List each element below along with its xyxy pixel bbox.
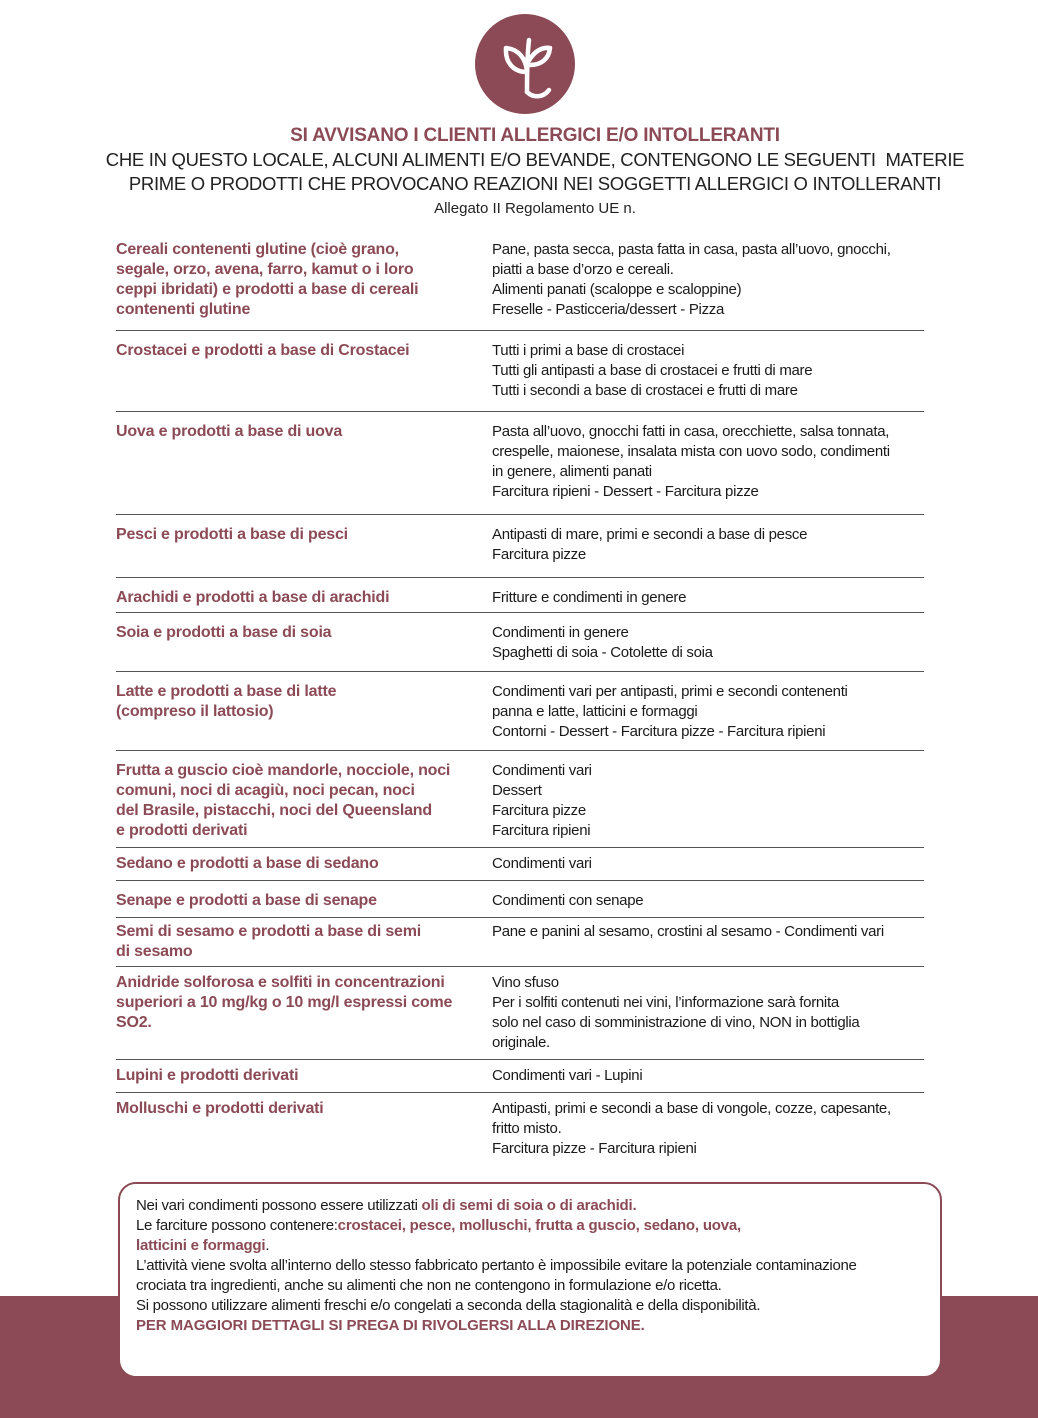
allergen-name-line: contenenti glutine [116,301,251,318]
notes-line: L’attività viene svolta all’interno dello stesso fabbricato pertanto è impossibile evitare la potenziale contaminazione [136,1257,857,1274]
affected-food-line: Vino sfuso [492,974,559,991]
allergen-name-line: e prodotti derivati [116,822,248,839]
affected-foods [492,1066,924,1086]
contact-direction-notice: PER MAGGIORI DETTAGLI SI PREGA DI RIVOLGERSI ALLA DIREZIONE. [136,1317,645,1334]
allergen-row [116,331,924,412]
notes-highlight: latticini e formaggi [136,1237,266,1254]
allergen-name [116,422,484,442]
affected-food-line: Alimenti panati (scaloppe e scaloppine) [492,281,742,298]
affected-foods [492,891,924,911]
allergen-row [116,515,924,578]
affected-food-line: Freselle - Pasticceria/dessert - Pizza [492,301,725,318]
allergen-row [116,672,924,751]
allergen-name-line: ceppi ibridati) e prodotti a base di cereali [116,281,419,298]
affected-food-line: originale. [492,1034,550,1051]
affected-food-line: Farcitura pizze [492,802,586,819]
affected-food-line: Condimenti con senape [492,892,644,909]
allergen-name-line: Sedano e prodotti a base di sedano [116,855,379,872]
notes-highlight: oli di semi di soia o di arachidi. [421,1197,637,1214]
allergen-row [116,881,924,918]
allergen-row [116,613,924,672]
affected-foods [492,525,924,565]
affected-food-line: Condimenti vari per antipasti, primi e secondi contenenti [492,683,848,700]
regulation-reference: Allegato II Regolamento UE n. [434,200,636,217]
allergen-name-line: Crostacei e prodotti a base di Crostacei [116,342,410,359]
affected-food-line: fritto misto. [492,1120,562,1137]
allergen-name [116,341,484,361]
affected-food-line: Contorni - Dessert - Farcitura pizze - Farcitura ripieni [492,723,826,740]
header [80,124,990,220]
affected-food-line: Condimenti vari [492,855,592,872]
allergen-name-line: segale, orzo, avena, farro, kamut o i loro [116,261,414,278]
allergen-name [116,761,484,841]
allergen-name-line: (compreso il lattosio) [116,703,274,720]
allergen-name-line: di sesamo [116,943,193,960]
affected-foods [492,973,924,1053]
allergen-name-line: SO2. [116,1014,152,1031]
notes-highlight: crostacei, pesce, molluschi, frutta a guscio, sedano, uova, [337,1217,742,1234]
affected-food-line: Fritture e condimenti in genere [492,589,687,606]
allergen-row [116,967,924,1060]
allergen-name-line: Frutta a guscio cioè mandorle, nocciole, noci [116,762,451,779]
affected-food-line: Farcitura pizze - Farcitura ripieni [492,1140,697,1157]
allergen-name-line: Semi di sesamo e prodotti a base di semi [116,923,421,940]
affected-foods [492,682,924,742]
allergen-name-line: Senape e prodotti a base di senape [116,892,377,909]
affected-foods [492,422,924,502]
allergen-name-line: Anidride solforosa e solfiti in concentrazioni [116,974,445,991]
allergen-name [116,1066,484,1086]
affected-food-line: Pasta all’uovo, gnocchi fatti in casa, orecchiette, salsa tonnata, [492,423,890,440]
allergen-name-line: Latte e prodotti a base di latte [116,683,337,700]
affected-food-line: Condimenti vari - Lupini [492,1067,643,1084]
affected-food-line: Spaghetti di soia - Cotolette di soia [492,644,713,661]
allergen-name-line: del Brasile, pistacchi, noci del Queensland [116,802,432,819]
affected-food-line: Tutti gli antipasti a base di crostacei e frutti di mare [492,362,813,379]
allergen-name-line: Lupini e prodotti derivati [116,1067,299,1084]
affected-foods [492,854,924,874]
allergen-name [116,891,484,911]
affected-foods [492,1099,924,1159]
notice-title: SI AVVISANO I CLIENTI ALLERGICI E/O INTOLLERANTI [290,125,780,146]
notes-text: Le farciture possono contenere: [136,1217,338,1234]
affected-foods [492,922,924,942]
affected-food-line: Farcitura ripieni [492,822,591,839]
affected-foods [492,588,924,608]
affected-foods [492,240,924,320]
allergen-row [116,578,924,613]
notice-subtitle-line-1: CHE IN QUESTO LOCALE, ALCUNI ALIMENTI E/O BEVANDE, CONTENGONO LE SEGUENTI MATERIE [105,149,965,170]
notes-line [136,1196,940,1216]
allergen-name [116,240,484,320]
affected-food-line: crespelle, maionese, insalata mista con uovo sodo, condimenti [492,443,890,460]
affected-food-line: Per i solfiti contenuti nei vini, l’informazione sarà fornita [492,994,839,1011]
notes-line: crociata tra ingredienti, anche su alimenti che non ne contengono in formulazione e/o ricetta. [136,1277,722,1294]
allergen-name-line: Cereali contenenti glutine (cioè grano, [116,241,399,258]
allergen-name [116,588,484,608]
leaf-logo-icon [475,14,575,114]
allergen-name-line: Arachidi e prodotti a base di arachidi [116,589,390,606]
affected-food-line: Pane e panini al sesamo, crostini al sesamo - Condimenti vari [492,923,884,940]
allergen-row [116,918,924,967]
affected-food-line: Condimenti vari [492,762,592,779]
allergen-row [116,1093,924,1159]
affected-foods [492,761,924,841]
affected-food-line: Tutti i primi a base di crostacei [492,342,685,359]
affected-food-line: panna e latte, latticini e formaggi [492,703,698,720]
allergen-name-line: Uova e prodotti a base di uova [116,423,343,440]
allergen-name-line: Molluschi e prodotti derivati [116,1100,324,1117]
affected-food-line: in genere, alimenti panati [492,463,652,480]
allergen-row [116,848,924,881]
allergen-row [116,751,924,848]
allergen-name [116,525,484,545]
notes-text: Nei vari condimenti possono essere utilizzati [136,1197,422,1214]
affected-food-line: Pane, pasta secca, pasta fatta in casa, pasta all’uovo, gnocchi, [492,241,891,258]
allergen-name [116,854,484,874]
affected-foods [492,341,924,401]
notice-subtitle-line-2: PRIME O PRODOTTI CHE PROVOCANO REAZIONI NEI SOGGETTI ALLERGICI O INTOLLERANTI [128,173,942,194]
allergen-row [116,240,924,331]
affected-food-line: Antipasti, primi e secondi a base di vongole, cozze, capesante, [492,1100,891,1117]
affected-foods [492,623,924,663]
notes-line [136,1216,940,1236]
allergen-row [116,1060,924,1093]
affected-food-line: solo nel caso di somministrazione di vino, NON in bottiglia [492,1014,860,1031]
allergen-name-line: Pesci e prodotti a base di pesci [116,526,348,543]
notes-line [136,1236,940,1256]
notes-box [118,1182,942,1378]
affected-food-line: Dessert [492,782,542,799]
affected-food-line: Farcitura pizze [492,546,586,563]
affected-food-line: piatti a base d’orzo e cereali. [492,261,674,278]
allergen-table [116,240,924,1159]
allergen-name [116,623,484,643]
allergen-row [116,412,924,515]
allergen-name-line: comuni, noci di acagiù, noci pecan, noci [116,782,415,799]
notes-line: Si possono utilizzare alimenti freschi e/o congelati a seconda della stagionalità e della disponibilità. [136,1297,761,1314]
affected-food-line: Tutti i secondi a base di crostacei e frutti di mare [492,382,798,399]
allergen-name [116,682,484,722]
allergen-name [116,922,484,962]
notes-text: . [265,1237,270,1254]
allergen-name [116,1099,484,1119]
allergen-name-line: Soia e prodotti a base di soia [116,624,332,641]
allergen-name-line: superiori a 10 mg/kg o 10 mg/l espressi come [116,994,453,1011]
affected-food-line: Farcitura ripieni - Dessert - Farcitura pizze [492,483,759,500]
affected-food-line: Condimenti in genere [492,624,629,641]
allergen-name [116,973,484,1033]
affected-food-line: Antipasti di mare, primi e secondi a base di pesce [492,526,808,543]
